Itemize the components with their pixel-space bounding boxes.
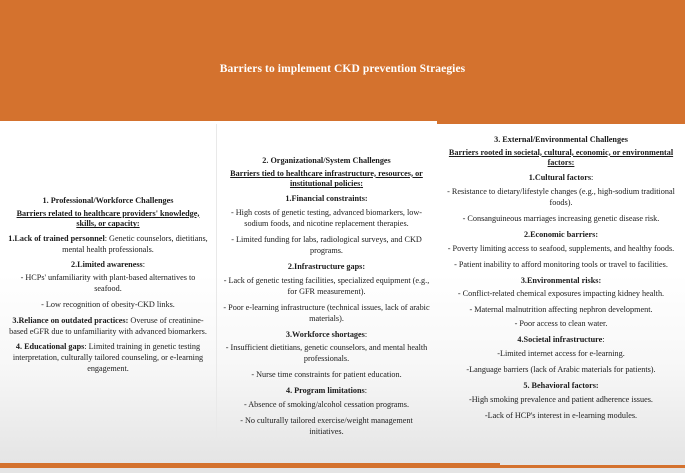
block-label: Limited awareness <box>77 259 143 269</box>
block-title-workforce-shortages <box>223 330 430 341</box>
list-item: - Consanguineous marriages increasing genetic disease risk. <box>462 213 660 223</box>
block-number: 2. <box>523 229 531 239</box>
block-detail: : Genetic counselors, dietitians, mental health professionals. <box>62 233 208 254</box>
column-2-subheading-tail: : <box>360 179 364 189</box>
block-label: Societal infrastructure <box>523 335 603 345</box>
block-label: Program limitations <box>294 386 365 396</box>
block-title-environmental-risks <box>443 276 679 287</box>
list-item: - HCPs' unfamiliarity with plant-based alternatives to seafood. <box>20 273 196 294</box>
column-3-subheading: Barriers rooted in societal, cultural, economic, or environmental factors: <box>448 147 674 168</box>
list-item: - High costs of genetic testing, advanced biomarkers, low-sodium foods, and nicotine replacement therapies. <box>231 207 422 228</box>
list-item: - Conflict-related chemical exposures impacting kidney health. <box>457 289 665 299</box>
block-number: 4. <box>15 342 25 352</box>
list-item: - Insufficient dietitians, genetic counselors, and mental health professionals. <box>225 343 428 364</box>
block-number: 3. <box>520 275 527 285</box>
block-detail: : <box>602 335 605 345</box>
footer-band <box>0 468 685 473</box>
columns-container <box>0 124 685 463</box>
header-band-right <box>437 0 685 124</box>
list-item: -Lack of HCP's interest in e-learning modules. <box>484 410 638 420</box>
page-title: Barriers to implement CKD prevention Straegies <box>219 63 466 75</box>
column-3-heading: 3. External/Environmental Challenges <box>494 135 628 144</box>
block-label: Reliance on outdated practices: <box>18 316 129 326</box>
block-title-financial-constraints <box>223 194 430 205</box>
block-label: Cultural factors <box>534 172 592 182</box>
block-number: 5. <box>523 381 532 391</box>
list-item: -Limited internet access for e-learning. <box>497 349 625 359</box>
list-item: - No culturally tailored exercise/weight management initiatives. <box>240 416 413 437</box>
block-title-economic-barriers <box>443 230 679 241</box>
block-number: 1. <box>285 193 292 203</box>
block-title-educational-gaps <box>6 342 210 374</box>
list-item: - Maternal malnutrition affecting nephron development. <box>469 305 653 315</box>
list-item: - Poor e-learning infrastructure (technical issues, lack of arabic materials). <box>223 302 430 323</box>
column-1-subheading: Barriers related to healthcare providers' knowledge, skills, or capacity: <box>16 208 200 229</box>
block-number: 4. <box>517 335 524 345</box>
block-number: 2. <box>71 259 78 269</box>
column-2-subheading-text: Barriers tied to healthcare infrastructure, resources, or institutional policies <box>230 168 423 189</box>
block-title-infrastructure-gaps <box>223 262 430 273</box>
block-title-cultural-factors <box>443 173 679 184</box>
list-item: - Low recognition of obesity-CKD links. <box>41 300 175 310</box>
list-item: -Language barriers (lack of Arabic materials for patients). <box>466 365 656 375</box>
block-title-program-limitations <box>223 386 430 397</box>
list-item: - Lack of genetic testing facilities, specialized equipment (e.g., for GFR measurement). <box>223 275 430 296</box>
block-detail: : Limited training in genetic testing interpretation, culturally tailored counseling, or e-learning engagement. <box>12 342 204 373</box>
block-label: Behavioral factors: <box>531 381 599 391</box>
column-organizational-system-challenges <box>217 124 436 443</box>
column-2-subheading <box>223 169 430 190</box>
block-label: Workforce shortages <box>292 329 365 339</box>
list-item: - Poverty limiting access to seafood, supplements, and healthy foods. <box>447 243 675 253</box>
block-label: Lack of trained personnel <box>14 233 105 243</box>
block-detail: : <box>591 172 594 182</box>
list-item: - Resistance to dietary/lifestyle changes (e.g., high-sodium traditional foods). <box>447 186 675 207</box>
block-detail: : <box>364 329 368 339</box>
block-title-behavioral-factors <box>443 381 679 392</box>
block-label: Educational gaps <box>24 342 85 352</box>
list-item: - Poor access to clean water. <box>514 319 608 329</box>
block-detail: : <box>364 386 368 396</box>
block-label: Financial constraints: <box>291 193 368 203</box>
block-label: Environmental risks: <box>526 275 602 285</box>
header-band-left <box>0 0 437 121</box>
list-item: - Absence of smoking/alcohol cessation programs. <box>243 400 410 410</box>
list-item: - Limited funding for labs, radiological surveys, and CKD programs. <box>231 234 422 255</box>
column-professional-workforce-challenges <box>0 124 216 378</box>
column-2-heading: 2. Organizational/System Challenges <box>262 156 391 165</box>
block-title-societal-infrastructure <box>443 335 679 346</box>
block-label: Economic barriers: <box>530 229 599 239</box>
block-title-limited-awareness <box>6 260 210 271</box>
block-title-reliance-on-outdated-practices <box>6 316 210 338</box>
block-label: Infrastructure gaps: <box>294 261 366 271</box>
block-number: 3. <box>12 316 19 326</box>
column-external-environmental-challenges <box>437 124 685 427</box>
block-number: 4. <box>285 386 295 396</box>
block-detail: : <box>142 259 145 269</box>
block-number: 2. <box>287 261 295 271</box>
block-title-lack-of-trained-personnel <box>6 234 210 256</box>
list-item: - Patient inability to afford monitoring tools or travel to facilities. <box>454 259 668 269</box>
block-number: 1. <box>8 233 15 243</box>
block-number: 3. <box>285 329 292 339</box>
block-detail: Overuse of creatinine-based eGFR due to unfamiliarity with advanced biomarkers. <box>9 316 207 337</box>
column-1-heading: 1. Professional/Workforce Challenges <box>42 196 174 205</box>
list-item: - Nurse time constraints for patient education. <box>251 370 402 380</box>
list-item: -High smoking prevalence and patient adherence issues. <box>469 394 653 404</box>
block-number: 1. <box>528 172 535 182</box>
